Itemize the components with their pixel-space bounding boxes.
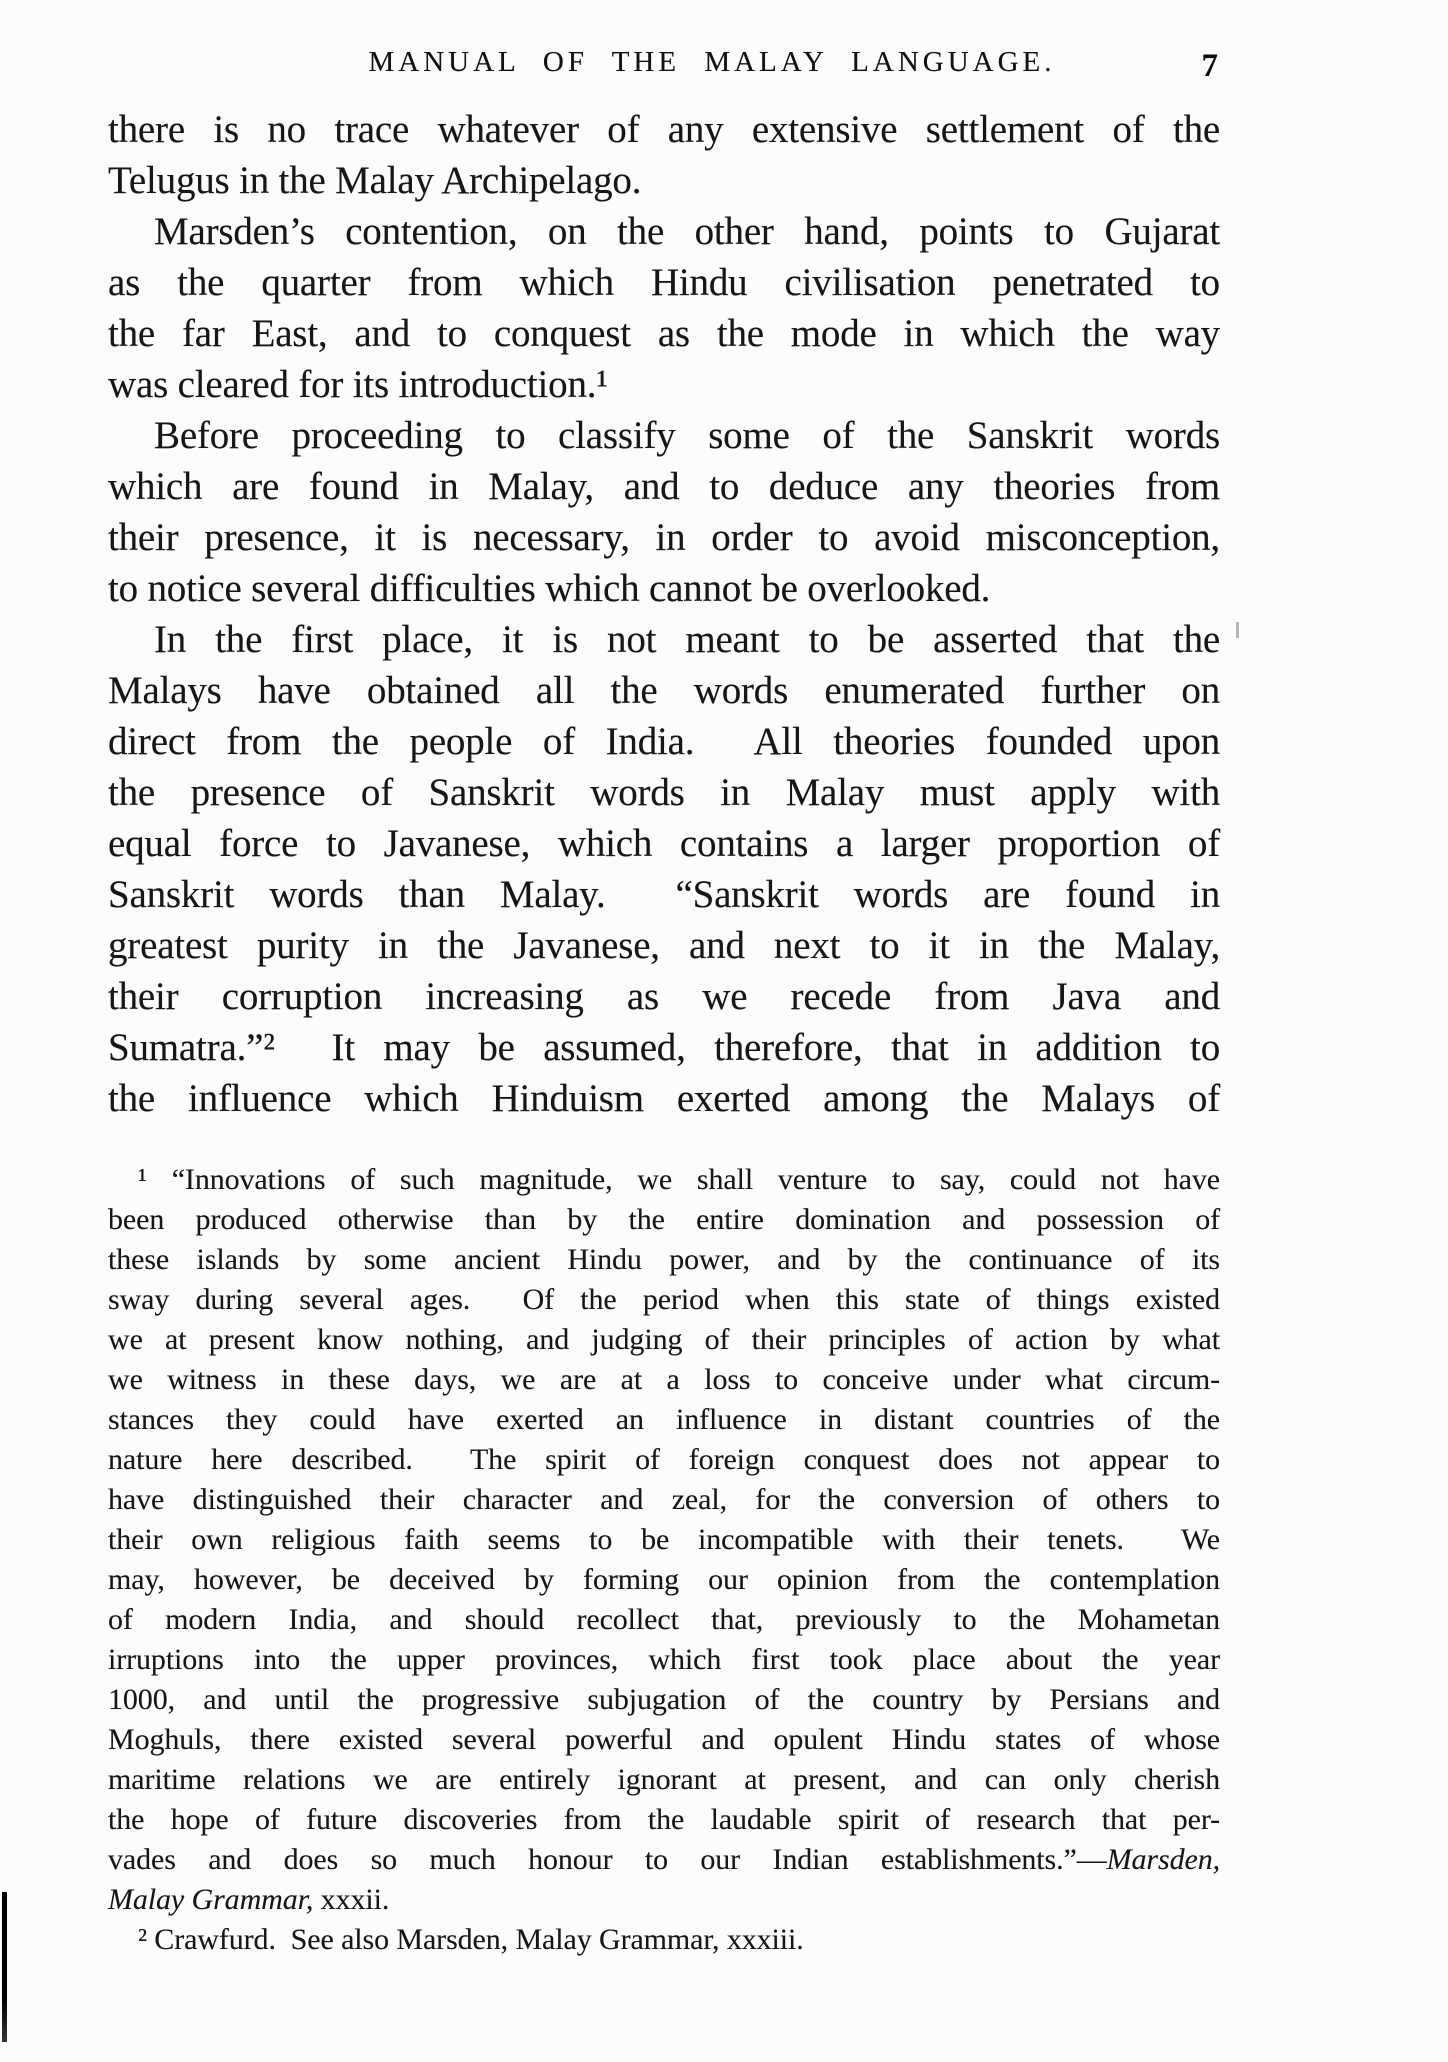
body-text <box>108 104 1220 1124</box>
footnote-line: Moghuls, there existed several powerful and opulent Hindu states of whose <box>108 1723 1220 1756</box>
footnote-line <box>108 1840 1220 1880</box>
page-number: 7 <box>1201 48 1218 84</box>
scan-speck <box>1236 622 1239 638</box>
footnotes <box>108 1160 1220 1960</box>
footnote-line: we witness in these days, we are at a loss to conceive under what circum- <box>108 1363 1220 1396</box>
text-segment: xxxii. <box>313 1883 390 1916</box>
body-line: Marsden’s contention, on the other hand, points to Gujarat <box>154 210 1220 253</box>
body-line: the influence which Hinduism exerted among the Malays of <box>108 1077 1220 1120</box>
italic-text: Marsden, <box>1106 1843 1220 1876</box>
footnote-line: irruptions into the upper provinces, which first took place about the year <box>108 1643 1220 1676</box>
body-line: direct from the people of India. All theories founded upon <box>108 720 1220 763</box>
footnote-line: nature here described. The spirit of foreign conquest does not appear to <box>108 1443 1220 1476</box>
text-segment: vades and does so much honour to our Indian establishments.”— <box>108 1843 1107 1876</box>
footnote-line: 1000, and until the progressive subjugation of the country by Persians and <box>108 1683 1220 1716</box>
body-line: the presence of Sanskrit words in Malay must apply with <box>108 771 1220 814</box>
footnote-line: their own religious faith seems to be incompatible with their tenets. We <box>108 1523 1220 1556</box>
body-line: to notice several difficulties which cannot be overlooked. <box>108 567 991 610</box>
footnote-line: sway during several ages. Of the period when this state of things existed <box>108 1283 1220 1316</box>
footnote-line: of modern India, and should recollect that, previously to the Mohametan <box>108 1603 1220 1636</box>
body-line: Sanskrit words than Malay. “Sanskrit words are found in <box>108 873 1220 916</box>
body-line: Telugus in the Malay Archipelago. <box>108 159 642 202</box>
footnote-line: ² Crawfurd. See also Marsden, Malay Grammar, xxxiii. <box>138 1923 804 1956</box>
body-line: as the quarter from which Hindu civilisation penetrated to <box>108 261 1220 304</box>
page-header <box>108 46 1220 90</box>
body-line: their corruption increasing as we recede from Java and <box>108 975 1220 1018</box>
footnote-line: we at present know nothing, and judging of their principles of action by what <box>108 1323 1220 1356</box>
body-line: there is no trace whatever of any extensive settlement of the <box>108 108 1220 151</box>
body-line: In the first place, it is not meant to be asserted that the <box>154 618 1220 661</box>
running-title: MANUAL OF THE MALAY LANGUAGE. <box>368 46 1056 78</box>
body-line: Malays have obtained all the words enumerated further on <box>108 669 1220 712</box>
footnote-line: these islands by some ancient Hindu power, and by the continuance of its <box>108 1243 1220 1276</box>
body-line: their presence, it is necessary, in order to avoid misconception, <box>108 516 1220 559</box>
body-line: which are found in Malay, and to deduce any theories from <box>108 465 1220 508</box>
body-line: equal force to Javanese, which contains a larger proportion of <box>108 822 1220 865</box>
body-line: greatest purity in the Javanese, and next to it in the Malay, <box>108 924 1220 967</box>
footnote-line: been produced otherwise than by the entire domination and possession of <box>108 1203 1220 1236</box>
body-line: was cleared for its introduction.¹ <box>108 363 608 406</box>
scan-artifact-mark <box>2 1892 7 2042</box>
footnote-line: ¹ “Innovations of such magnitude, we shall venture to say, could not have <box>138 1163 1220 1196</box>
footnote-line: maritime relations we are entirely ignorant at present, and can only cherish <box>108 1763 1220 1796</box>
footnote-line: have distinguished their character and zeal, for the conversion of others to <box>108 1483 1220 1516</box>
italic-text: Malay Grammar, <box>108 1883 314 1916</box>
body-line: the far East, and to conquest as the mode in which the way <box>108 312 1220 355</box>
footnote-line: may, however, be deceived by forming our opinion from the contemplation <box>108 1563 1220 1596</box>
footnote-line <box>108 1880 1220 1920</box>
footnote-line: the hope of future discoveries from the laudable spirit of research that per- <box>108 1803 1220 1836</box>
body-line: Before proceeding to classify some of the Sanskrit words <box>154 414 1220 457</box>
footnote-line: stances they could have exerted an influence in distant countries of the <box>108 1403 1220 1436</box>
body-line: Sumatra.”² It may be assumed, therefore, that in addition to <box>108 1026 1220 1069</box>
